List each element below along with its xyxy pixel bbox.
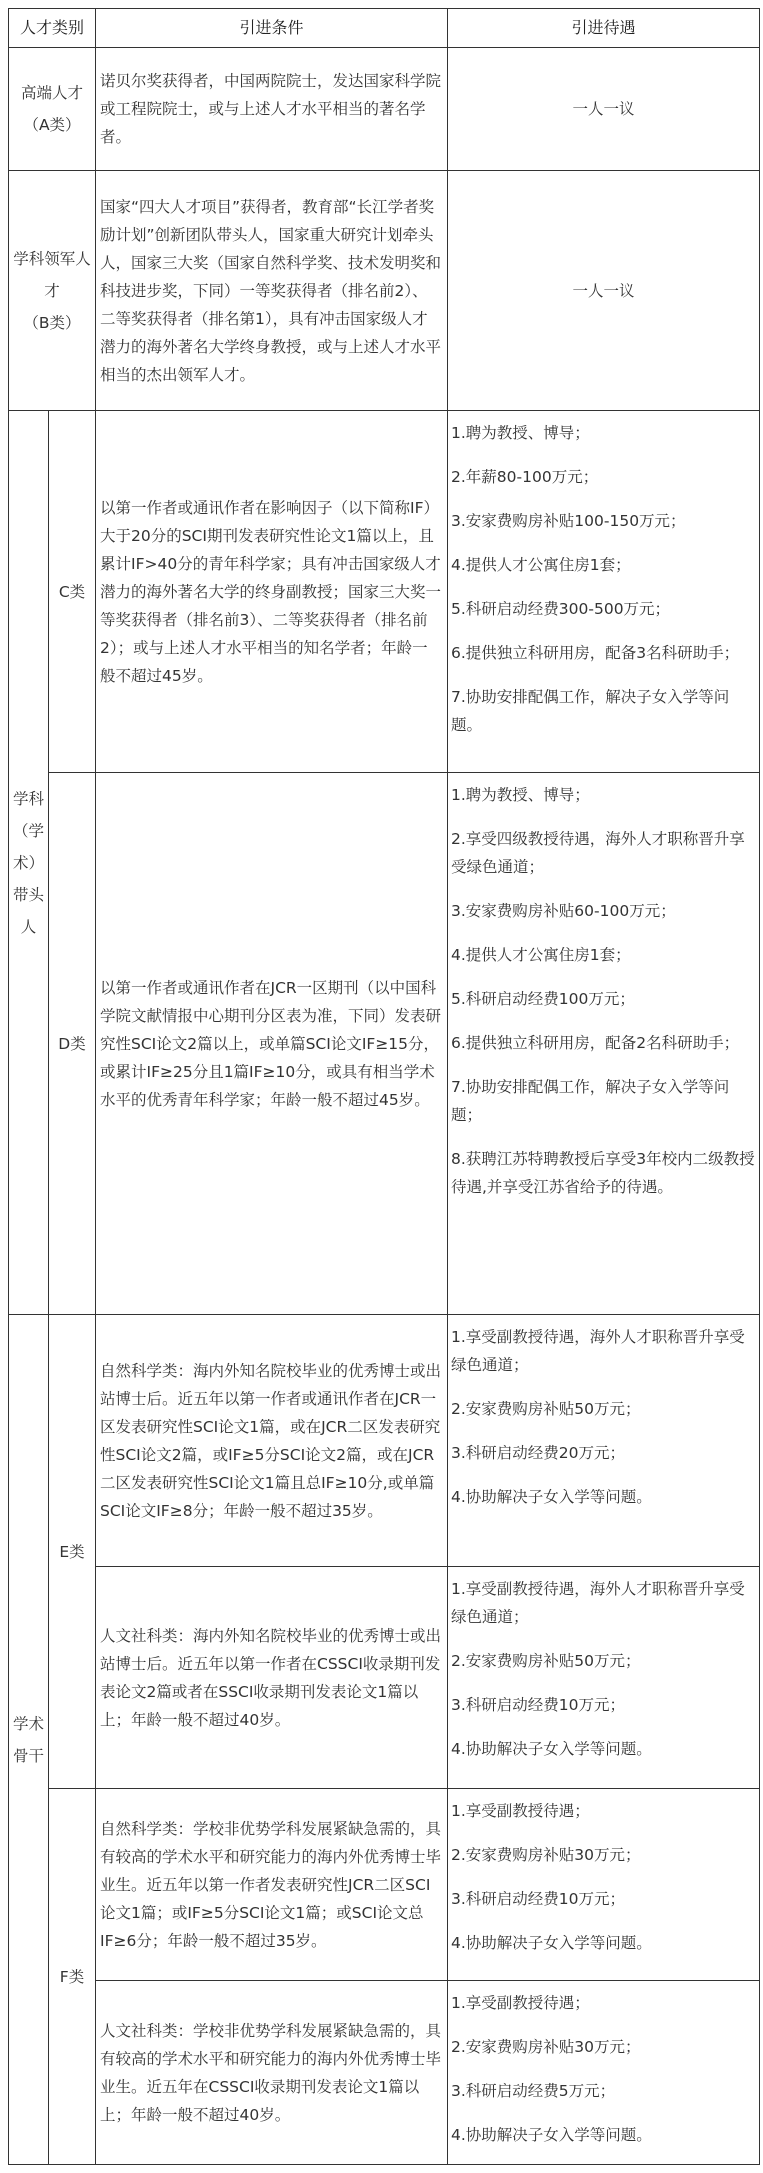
row-d-conditions: 以第一作者或通讯作者在JCR一区期刊（以中国科学院文献情报中心期刊分区表为准，下同）发表研究性SCI论文2篇以上，或单篇SCI论文IF≥15分，或累计IF≥25分且1篇IF≥10分，或具有相当学术水平的优秀青年科学家；年龄一般不超过45岁。 xyxy=(100,978,442,1109)
row-d-benefit-item: 2.享受四级教授待遇，海外人才职称晋升享受绿色通道； xyxy=(451,830,745,876)
row-f-hum-benefit-item: 3.科研启动经费5万元； xyxy=(451,2082,616,2100)
row-f-sci-conditions: 自然科学类：学校非优势学科发展紧缺急需的，具有较高的学术水平和研究能力的海内外优秀博士毕业生。近五年以第一作者发表研究性JCR二区SCI论文1篇；或IF≥5分SCI论文1篇；或SCI论文总IF≥6分；年龄一般不超过35岁。 xyxy=(100,1819,442,1950)
row-f-sci-benefit-item: 2.安家费购房补贴30万元； xyxy=(451,1846,641,1864)
row-a-benefit: 一人一议 xyxy=(572,100,635,118)
row-f-sci-benefits-cell xyxy=(447,1788,760,1981)
row-d-conditions-cell xyxy=(95,772,448,1315)
row-d-benefit-item: 4.提供人才公寓住房1套； xyxy=(451,946,631,964)
row-e-sci-conditions-cell xyxy=(95,1314,448,1567)
row-f-hum-benefits-cell xyxy=(447,1980,760,2165)
row-f-sci-benefits-list xyxy=(448,1797,759,1957)
row-b-conditions-cell xyxy=(95,170,448,411)
row-c-conditions: 以第一作者或通讯作者在影响因子（以下简称IF）大于20分的SCI期刊发表研究性论文1篇以上，且累计IF>40分的青年科学家；具有冲击国家级人才潜力的海外著名大学的终身副教授；国家三大奖一等奖获得者（排名前3）、二等奖获得者（排名前2）；或与上述人才水平相当的知名学者；年龄一般不超过45岁。 xyxy=(100,498,442,685)
header-conditions: 引进条件 xyxy=(95,8,448,48)
header-benefits: 引进待遇 xyxy=(447,8,760,48)
row-e-sci-benefit-item: 3.科研启动经费20万元； xyxy=(451,1444,626,1462)
row-c-benefit-item: 5.科研启动经费300-500万元； xyxy=(451,600,671,618)
row-f-label: F类 xyxy=(59,1967,85,1986)
row-d-label: D类 xyxy=(58,1034,86,1053)
row-e-hum-benefits-list xyxy=(448,1575,759,1763)
row-f-hum-conditions: 人文社科类：学校非优势学科发展紧缺急需的，具有较高的学术水平和研究能力的海内外优秀博士毕业生。近五年在CSSCI收录期刊发表论文1篇以上；年龄一般不超过40岁。 xyxy=(100,2021,442,2124)
row-c-benefit-item: 4.提供人才公寓住房1套； xyxy=(451,556,631,574)
row-d-benefits-cell xyxy=(447,772,760,1315)
row-c-benefit-item: 3.安家费购房补贴100-150万元； xyxy=(451,512,686,530)
row-a-benefit-cell xyxy=(447,47,760,171)
row-e-sci-conditions: 自然科学类：海内外知名院校毕业的优秀博士或出站博士后。近五年以第一作者或通讯作者在JCR一区发表研究性SCI论文1篇，或在JCR二区发表研究性SCI论文2篇，或IF≥5分SCI论文2篇，或在JCR二区发表研究性SCI论文1篇且总IF≥10分,或单篇SCI论文IF≥8分；年龄一般不超过35岁。 xyxy=(100,1361,442,1520)
row-b-conditions: 国家“四大人才项目”获得者，教育部“长江学者奖励计划”创新团队带头人，国家重大研究计划牵头人，国家三大奖（国家自然科学奖、技术发明奖和科技进步奖，下同）一等奖获得者（排名前2）、二等奖获得者（排名第1），具有冲击国家级人才潜力的海外著名大学终身教授，或与上述人才水平相当的杰出领军人才。 xyxy=(100,197,442,384)
row-f-label-cell xyxy=(48,1788,96,2165)
group-leader-label-cell xyxy=(8,410,49,1315)
group-leader-label: 学科 （学 术） 带头 人 xyxy=(12,789,44,936)
group-backbone-label-cell xyxy=(8,1314,49,2165)
row-d-benefit-item: 5.科研启动经费100万元； xyxy=(451,990,635,1008)
row-e-hum-benefit-item: 4.协助解决子女入学等问题。 xyxy=(451,1740,652,1758)
row-e-label: E类 xyxy=(59,1542,85,1561)
row-c-benefits-list xyxy=(448,419,759,739)
row-d-label-cell xyxy=(48,772,96,1315)
header-category: 人才类别 xyxy=(8,8,96,48)
row-d-benefit-item: 6.提供独立科研用房，配备2名科研助手； xyxy=(451,1034,740,1052)
row-e-hum-conditions: 人文社科类：海内外知名院校毕业的优秀博士或出站博士后。近五年以第一作者在CSSCI收录期刊发表论文2篇或者在SSCI收录期刊发表论文1篇以上；年龄一般不超过40岁。 xyxy=(100,1626,442,1729)
row-f-hum-benefits-list xyxy=(448,1989,759,2149)
row-e-hum-benefit-item: 1.享受副教授待遇，海外人才职称晋升享受绿色通道； xyxy=(451,1580,745,1626)
row-f-sci-benefit-item: 3.科研启动经费10万元； xyxy=(451,1890,626,1908)
row-d-benefit-item: 1.聘为教授、博导； xyxy=(451,786,590,804)
row-f-hum-conditions-cell xyxy=(95,1980,448,2165)
row-a-label: 高端人才 （A类） xyxy=(20,84,83,134)
row-f-sci-conditions-cell xyxy=(95,1788,448,1981)
row-e-sci-benefit-item: 2.安家费购房补贴50万元； xyxy=(451,1400,641,1418)
row-a-label-cell xyxy=(8,47,96,171)
row-b-label-cell xyxy=(8,170,96,411)
row-d-benefit-item: 7.协助安排配偶工作，解决子女入学等问题； xyxy=(451,1078,730,1124)
row-e-hum-benefits-cell xyxy=(447,1566,760,1789)
row-e-sci-benefit-item: 1.享受副教授待遇，海外人才职称晋升享受绿色通道； xyxy=(451,1328,745,1374)
row-c-benefit-item: 2.年薪80-100万元； xyxy=(451,468,599,486)
row-f-sci-benefit-item: 1.享受副教授待遇； xyxy=(451,1802,590,1820)
row-c-label: C类 xyxy=(58,582,86,601)
row-b-benefit-cell xyxy=(447,170,760,411)
row-e-sci-benefits-list xyxy=(448,1323,759,1511)
row-a-conditions-cell xyxy=(95,47,448,171)
row-b-benefit: 一人一议 xyxy=(572,281,635,300)
row-e-hum-conditions-cell xyxy=(95,1566,448,1789)
row-e-label-cell xyxy=(48,1314,96,1789)
row-c-benefits-cell xyxy=(447,410,760,773)
group-backbone-label: 学术 骨干 xyxy=(12,1714,44,1765)
row-d-benefit-item: 3.安家费购房补贴60-100万元； xyxy=(451,902,676,920)
row-d-benefit-item: 8.获聘江苏特聘教授后享受3年校内二级教授待遇,并享受江苏省给予的待遇。 xyxy=(451,1150,755,1196)
row-e-hum-benefit-item: 3.科研启动经费10万元； xyxy=(451,1696,626,1714)
row-c-conditions-cell xyxy=(95,410,448,773)
row-d-benefits-list xyxy=(448,781,759,1201)
row-c-benefit-item: 7.协助安排配偶工作，解决子女入学等问题。 xyxy=(451,688,730,734)
row-c-label-cell xyxy=(48,410,96,773)
row-e-sci-benefits-cell xyxy=(447,1314,760,1567)
row-c-benefit-item: 1.聘为教授、博导； xyxy=(451,424,590,442)
row-f-hum-benefit-item: 4.协助解决子女入学等问题。 xyxy=(451,2126,652,2144)
row-c-benefit-item: 6.提供独立科研用房，配备3名科研助手； xyxy=(451,644,740,662)
row-f-hum-benefit-item: 1.享受副教授待遇； xyxy=(451,1994,590,2012)
row-f-hum-benefit-item: 2.安家费购房补贴30万元； xyxy=(451,2038,641,2056)
row-e-hum-benefit-item: 2.安家费购房补贴50万元； xyxy=(451,1652,641,1670)
row-b-label: 学科领军人才 （B类） xyxy=(13,249,91,332)
row-f-sci-benefit-item: 4.协助解决子女入学等问题。 xyxy=(451,1934,652,1952)
row-e-sci-benefit-item: 4.协助解决子女入学等问题。 xyxy=(451,1488,652,1506)
row-a-conditions: 诺贝尔奖获得者，中国两院院士，发达国家科学院或工程院院士，或与上述人才水平相当的著名学者。 xyxy=(100,72,442,146)
